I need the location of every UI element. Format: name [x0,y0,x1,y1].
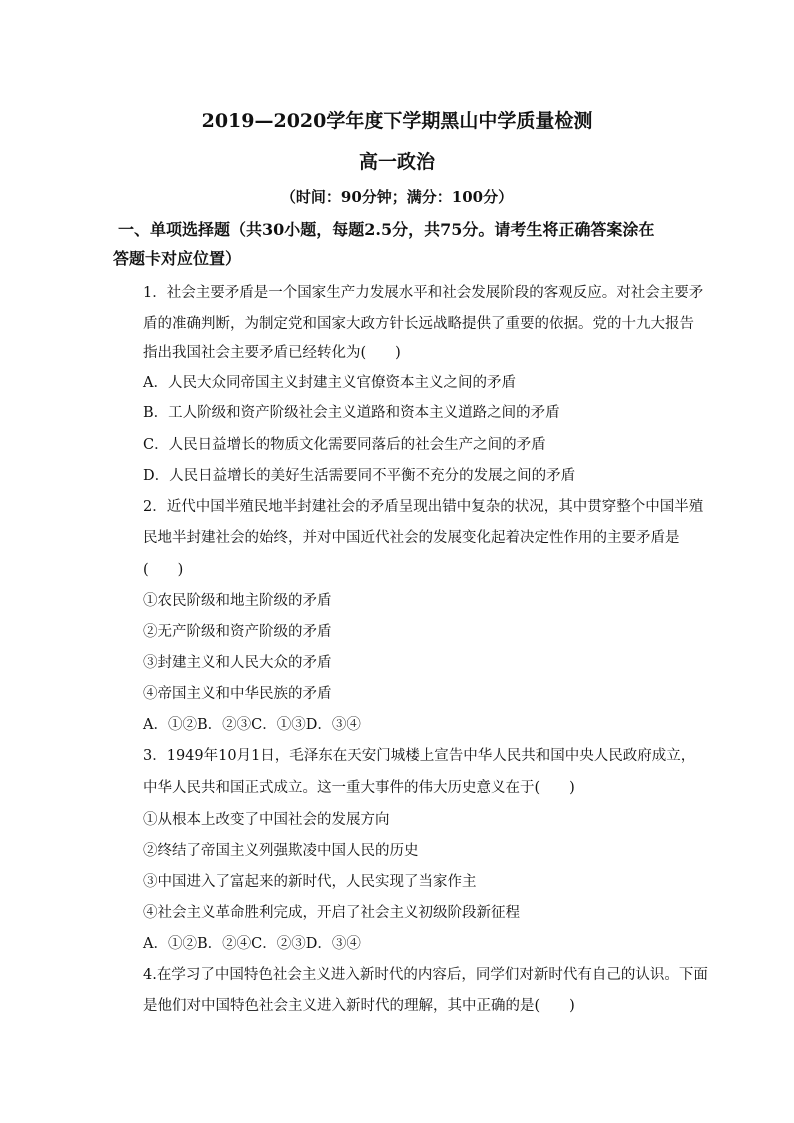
question-2-stem-line-1: 2．近代中国半殖民地半封建社会的矛盾呈现出错中复杂的状况，其中贯穿整个中国半殖 [143,499,704,515]
question-3-choices: A．①②B．②④C．②③D．③④ [143,936,361,952]
exam-title: 2019—2020学年度下学期黑山中学质量检测 [201,110,593,132]
question-2-statement-1: ①农民阶级和地主阶级的矛盾 [143,593,332,609]
question-2-choices: A．①②B．②③C．①③D．③④ [143,717,361,733]
question-1-option-b: B．工人阶级和资产阶级社会主义道路和资本主义道路之间的矛盾 [143,405,560,421]
question-1-option-d: D．人民日益增长的美好生活需要同不平衡不充分的发展之间的矛盾 [143,468,576,484]
question-3-statement-4: ④社会主义革命胜利完成，开启了社会主义初级阶段新征程 [143,905,520,921]
question-1-stem-line-2: 盾的准确判断，为制定党和国家大政方针长远战略提供了重要的依据。党的十九大报告 [143,316,694,332]
question-4-stem-line-1: 4.在学习了中国特色社会主义进入新时代的内容后，同学们对新时代有自己的认识。下面 [143,967,708,983]
question-3-statement-1: ①从根本上改变了中国社会的发展方向 [143,812,390,828]
question-2-statement-4: ④帝国主义和中华民族的矛盾 [143,686,332,702]
question-1-option-a: A．人民大众同帝国主义封建主义官僚资本主义之间的矛盾 [143,375,516,391]
question-3-stem-line-1: 3．1949年10月1日，毛泽东在天安门城楼上宣告中华人民共和国中央人民政府成立， [143,748,696,764]
exam-info: （时间：90分钟；满分：100分） [280,188,514,206]
section-heading: 一、单项选择题（共30小题，每题2.5分，共75分。请考生将正确答案涂在 [118,220,655,239]
question-2-stem-line-2: 民地半封建社会的始终，并对中国近代社会的发展变化起着决定性作用的主要矛盾是 [143,530,680,546]
question-2-statement-3: ③封建主义和人民大众的矛盾 [143,655,332,671]
question-1-stem-line-3: 指出我国社会主要矛盾已经转化为( ) [143,345,401,361]
question-2-stem-line-3: ( ) [143,562,184,578]
question-2-statement-2: ②无产阶级和资产阶级的矛盾 [143,624,332,640]
question-1-option-c: C．人民日益增长的物质文化需要同落后的社会生产之间的矛盾 [143,437,546,453]
question-3-stem-line-2: 中华人民共和国正式成立。这一重大事件的伟大历史意义在于( ) [143,780,575,796]
question-4-stem-line-2: 是他们对中国特色社会主义进入新时代的理解，其中正确的是( ) [143,998,575,1014]
question-1-stem-line-1: 1．社会主要矛盾是一个国家生产力发展水平和社会发展阶段的客观反应。对社会主要矛 [143,285,704,301]
question-3-statement-2: ②终结了帝国主义列强欺凌中国人民的历史 [143,843,419,859]
section-heading-continued: 答题卡对应位置） [113,249,242,268]
question-3-statement-3: ③中国进入了富起来的新时代，人民实现了当家作主 [143,874,477,890]
exam-subject: 高一政治 [358,151,435,173]
